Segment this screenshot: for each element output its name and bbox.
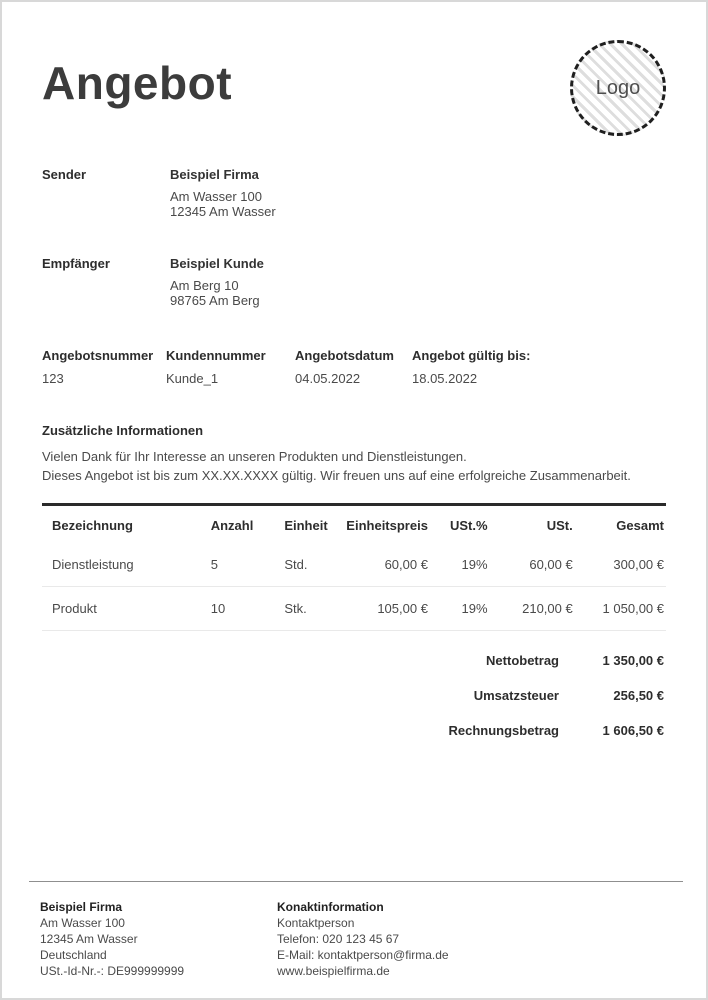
column-header-vat-percent: USt.% xyxy=(449,517,488,533)
cell-description: Dienstleistung xyxy=(42,543,201,587)
footer-contact-heading: Konaktinformation xyxy=(277,900,384,914)
address-line: 12345 Am Wasser xyxy=(170,203,276,219)
meta-quote-number xyxy=(42,348,166,386)
meta-value: 123 xyxy=(42,370,64,386)
meta-quote-date xyxy=(295,348,412,386)
recipient-block xyxy=(42,256,666,308)
meta-label: Kundennummer xyxy=(166,347,266,363)
quote-meta-section xyxy=(42,348,666,386)
footer-contact-block xyxy=(277,899,449,979)
sender-details xyxy=(170,167,276,219)
parties-section xyxy=(42,167,666,308)
cell-unit: Std. xyxy=(274,543,346,587)
meta-customer-number xyxy=(166,348,295,386)
meta-value: Kunde_1 xyxy=(166,370,219,386)
address-line: Am Berg 10 xyxy=(170,277,239,293)
cell-vat: 60,00 € xyxy=(490,543,575,587)
footer-company-block xyxy=(40,899,277,979)
address-line: 98765 Am Berg xyxy=(170,292,260,308)
cell-quantity: 10 xyxy=(201,586,275,630)
additional-info-text xyxy=(42,447,666,486)
table-header-row xyxy=(42,504,666,543)
total-label: Rechnungsbetrag xyxy=(448,722,559,738)
additional-info-heading: Zusätzliche Informationen xyxy=(42,422,204,438)
column-header-description: Bezeichnung xyxy=(52,517,133,533)
footer-divider xyxy=(29,881,683,882)
cell-vat-percent: 19% xyxy=(430,543,490,587)
column-header-quantity: Anzahl xyxy=(210,517,254,533)
total-value: 1 350,00 € xyxy=(602,652,664,668)
footer-company-name: Beispiel Firma xyxy=(40,900,123,914)
meta-value: 18.05.2022 xyxy=(412,370,478,386)
column-header-vat: USt. xyxy=(546,517,573,533)
totals-section xyxy=(42,643,666,748)
table-row xyxy=(42,543,666,587)
footer-phone: Telefon: 020 123 45 67 xyxy=(277,932,400,946)
page-title: Angebot xyxy=(42,57,233,109)
recipient-address xyxy=(170,278,264,308)
column-header-total: Gesamt xyxy=(616,517,664,533)
sender-address xyxy=(170,189,276,219)
info-line: Dieses Angebot ist bis zum XX.XX.XXXX gültig. Wir freuen uns auf eine erfolgreiche Zusammenarbeit. xyxy=(42,468,631,484)
sender-block xyxy=(42,167,666,219)
footer-vat-id: USt.-Id-Nr.-: DE999999999 xyxy=(40,964,185,978)
cell-quantity: 5 xyxy=(201,543,275,587)
recipient-name: Beispiel Kunde xyxy=(170,255,264,271)
table-row xyxy=(42,586,666,630)
sender-name: Beispiel Firma xyxy=(170,166,259,182)
total-label: Umsatzsteuer xyxy=(473,687,559,703)
cell-description: Produkt xyxy=(42,586,201,630)
address-line: Am Wasser 100 xyxy=(170,188,262,204)
column-header-unit-price: Einheitspreis xyxy=(346,517,428,533)
cell-total: 300,00 € xyxy=(575,543,666,587)
meta-value: 04.05.2022 xyxy=(295,370,361,386)
footer-website: www.beispielfirma.de xyxy=(277,964,390,978)
footer-company-line: Deutschland xyxy=(40,948,107,962)
footer-contact-person: Kontaktperson xyxy=(277,916,355,930)
cell-unit-price: 60,00 € xyxy=(346,543,430,587)
total-label: Nettobetrag xyxy=(486,652,559,668)
footer-company-line: Am Wasser 100 xyxy=(40,916,125,930)
recipient-details xyxy=(170,256,264,308)
sender-label: Sender xyxy=(42,166,87,182)
recipient-label: Empfänger xyxy=(42,255,110,271)
meta-label: Angebotsnummer xyxy=(42,347,154,363)
cell-total: 1 050,00 € xyxy=(575,586,666,630)
company-logo xyxy=(570,40,666,136)
meta-label: Angebotsdatum xyxy=(295,347,394,363)
footer xyxy=(40,899,666,979)
column-header-unit: Einheit xyxy=(284,517,328,533)
vat-total-row xyxy=(42,678,666,713)
meta-valid-until xyxy=(412,348,530,386)
cell-unit: Stk. xyxy=(274,586,346,630)
grand-total-row xyxy=(42,713,666,748)
items-table xyxy=(42,503,666,631)
cell-vat: 210,00 € xyxy=(490,586,575,630)
cell-unit-price: 105,00 € xyxy=(346,586,430,630)
meta-label: Angebot gültig bis: xyxy=(412,347,531,363)
cell-vat-percent: 19% xyxy=(430,586,490,630)
net-total-row xyxy=(42,643,666,678)
additional-info-section xyxy=(42,423,666,486)
total-value: 256,50 € xyxy=(613,687,664,703)
info-line: Vielen Dank für Ihr Interesse an unseren Produkten und Dienstleistungen. xyxy=(42,448,467,464)
footer-email: E-Mail: kontaktperson@firma.de xyxy=(277,948,449,962)
logo-placeholder-label: Logo xyxy=(595,76,641,99)
total-value: 1 606,50 € xyxy=(602,722,664,738)
footer-company-line: 12345 Am Wasser xyxy=(40,932,138,946)
